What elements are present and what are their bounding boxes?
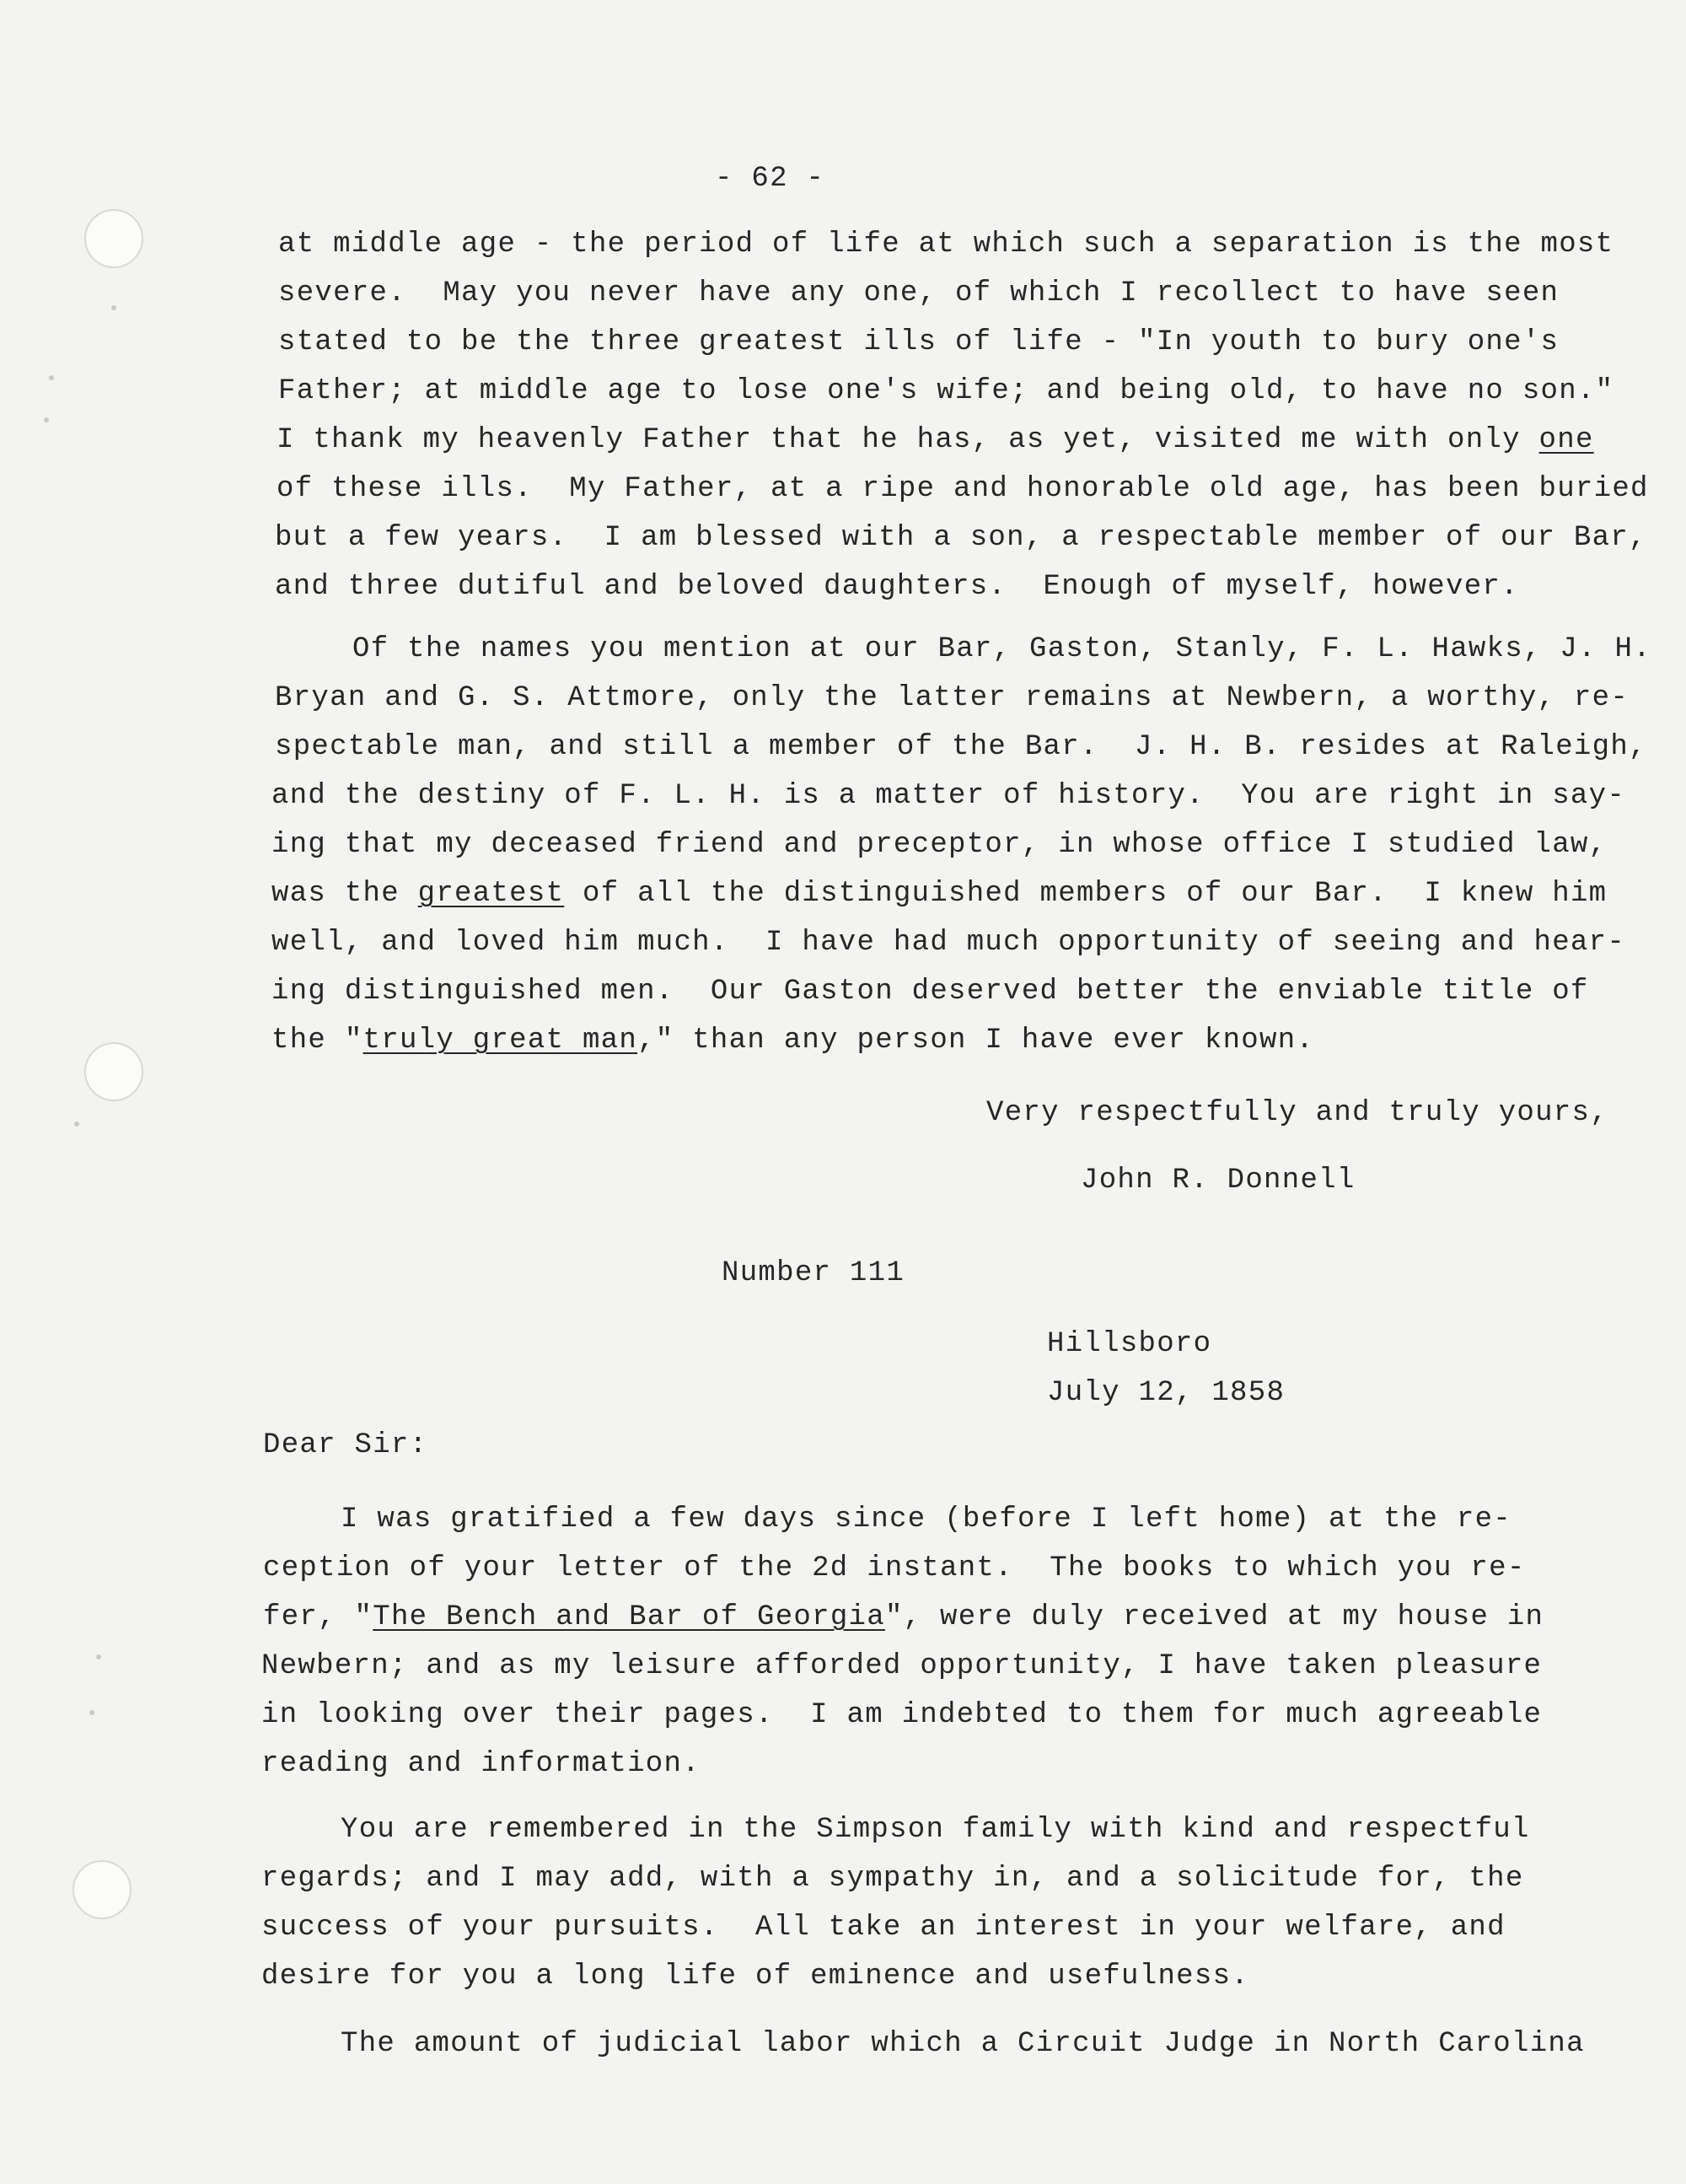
text-line: ing that my deceased friend and preceptor, in whose office I studied law, xyxy=(271,829,1608,861)
text-line xyxy=(271,1024,1314,1057)
text-line xyxy=(271,877,1607,911)
letter-number: Number 111 xyxy=(722,1257,905,1289)
text-line xyxy=(263,1600,1544,1634)
text-line: of these ills. My Father, at a ripe and honorable old age, has been buried xyxy=(277,473,1649,505)
salutation: Dear Sir: xyxy=(263,1429,428,1461)
text-line: stated to be the three greatest ills of life - "In youth to bury one's xyxy=(278,326,1560,358)
paper-speck xyxy=(44,417,49,422)
underlined-phrase: truly great man xyxy=(362,1025,638,1057)
text-segment: the " xyxy=(271,1025,363,1057)
text-line: at middle age - the period of life at which such a separation is the most xyxy=(278,229,1614,261)
letter-place: Hillsboro xyxy=(1047,1328,1212,1360)
text-line: but a few years. I am blessed with a son, a respectable member of our Bar, xyxy=(275,522,1647,554)
closing: Very respectfully and truly yours, xyxy=(986,1097,1608,1129)
text-line: in looking over their pages. I am indebted to them for much agreeable xyxy=(261,1699,1543,1731)
text-line: The amount of judicial labor which a Circuit Judge in North Carolina xyxy=(341,2028,1585,2060)
text-line: desire for you a long life of eminence and usefulness. xyxy=(261,1961,1249,1993)
text-line: Bryan and G. S. Attmore, only the latter remains at Newbern, a worthy, re- xyxy=(275,682,1630,714)
underlined-word: one xyxy=(1538,424,1594,456)
underlined-word: greatest xyxy=(417,878,565,910)
text-line xyxy=(277,423,1594,457)
text-segment: was the xyxy=(271,878,418,910)
text-line: success of your pursuits. All take an interest in your welfare, and xyxy=(261,1912,1506,1944)
text-line: reading and information. xyxy=(261,1748,701,1780)
text-line: spectable man, and still a member of the Bar. J. H. B. resides at Raleigh, xyxy=(275,731,1647,763)
text-line: well, and loved him much. I have had much opportunity of seeing and hear- xyxy=(271,927,1626,959)
text-line: Of the names you mention at our Bar, Gaston, Stanly, F. L. Hawks, J. H. xyxy=(352,633,1651,665)
text-segment: ," than any person I have ever known. xyxy=(637,1025,1315,1057)
text-line: I was gratified a few days since (before I left home) at the re- xyxy=(341,1504,1512,1536)
paper-speck xyxy=(49,375,54,380)
signature: John R. Donnell xyxy=(1081,1165,1356,1197)
letter-date: July 12, 1858 xyxy=(1047,1377,1286,1409)
text-line: severe. May you never have any one, of which I recollect to have seen xyxy=(278,277,1560,309)
text-line: ing distinguished men. Our Gaston deserved better the enviable title of xyxy=(271,976,1589,1008)
underlined-title: The Bench and Bar of Georgia xyxy=(373,1601,885,1633)
text-line: Father; at middle age to lose one's wife; and being old, to have no son." xyxy=(278,375,1614,407)
text-line: regards; and I may add, with a sympathy in, and a solicitude for, the xyxy=(261,1863,1524,1895)
text-segment: of all the distinguished members of our Bar. I knew him xyxy=(564,878,1608,910)
page-number: - 62 - xyxy=(715,163,825,195)
text-segment: ", were duly received at my house in xyxy=(884,1601,1544,1633)
punch-hole-middle xyxy=(84,1042,143,1101)
paper-speck xyxy=(111,305,116,310)
text-line: and three dutiful and beloved daughters. Enough of myself, however. xyxy=(275,571,1519,603)
text-line: You are remembered in the Simpson family with kind and respectful xyxy=(341,1814,1530,1846)
text-line: ception of your letter of the 2d instant. The books to which you re- xyxy=(263,1552,1526,1584)
paper-speck xyxy=(74,1122,79,1127)
paper-speck xyxy=(96,1654,101,1660)
paper-speck xyxy=(89,1710,94,1715)
text-line: and the destiny of F. L. H. is a matter of history. You are right in say- xyxy=(271,780,1626,812)
text-segment: fer, " xyxy=(263,1601,373,1633)
punch-hole-bottom xyxy=(72,1860,132,1919)
text-line: Newbern; and as my leisure afforded opportunity, I have taken pleasure xyxy=(261,1650,1543,1682)
text-segment: I thank my heavenly Father that he has, as yet, visited me with only xyxy=(277,424,1539,456)
punch-hole-top xyxy=(84,209,143,268)
